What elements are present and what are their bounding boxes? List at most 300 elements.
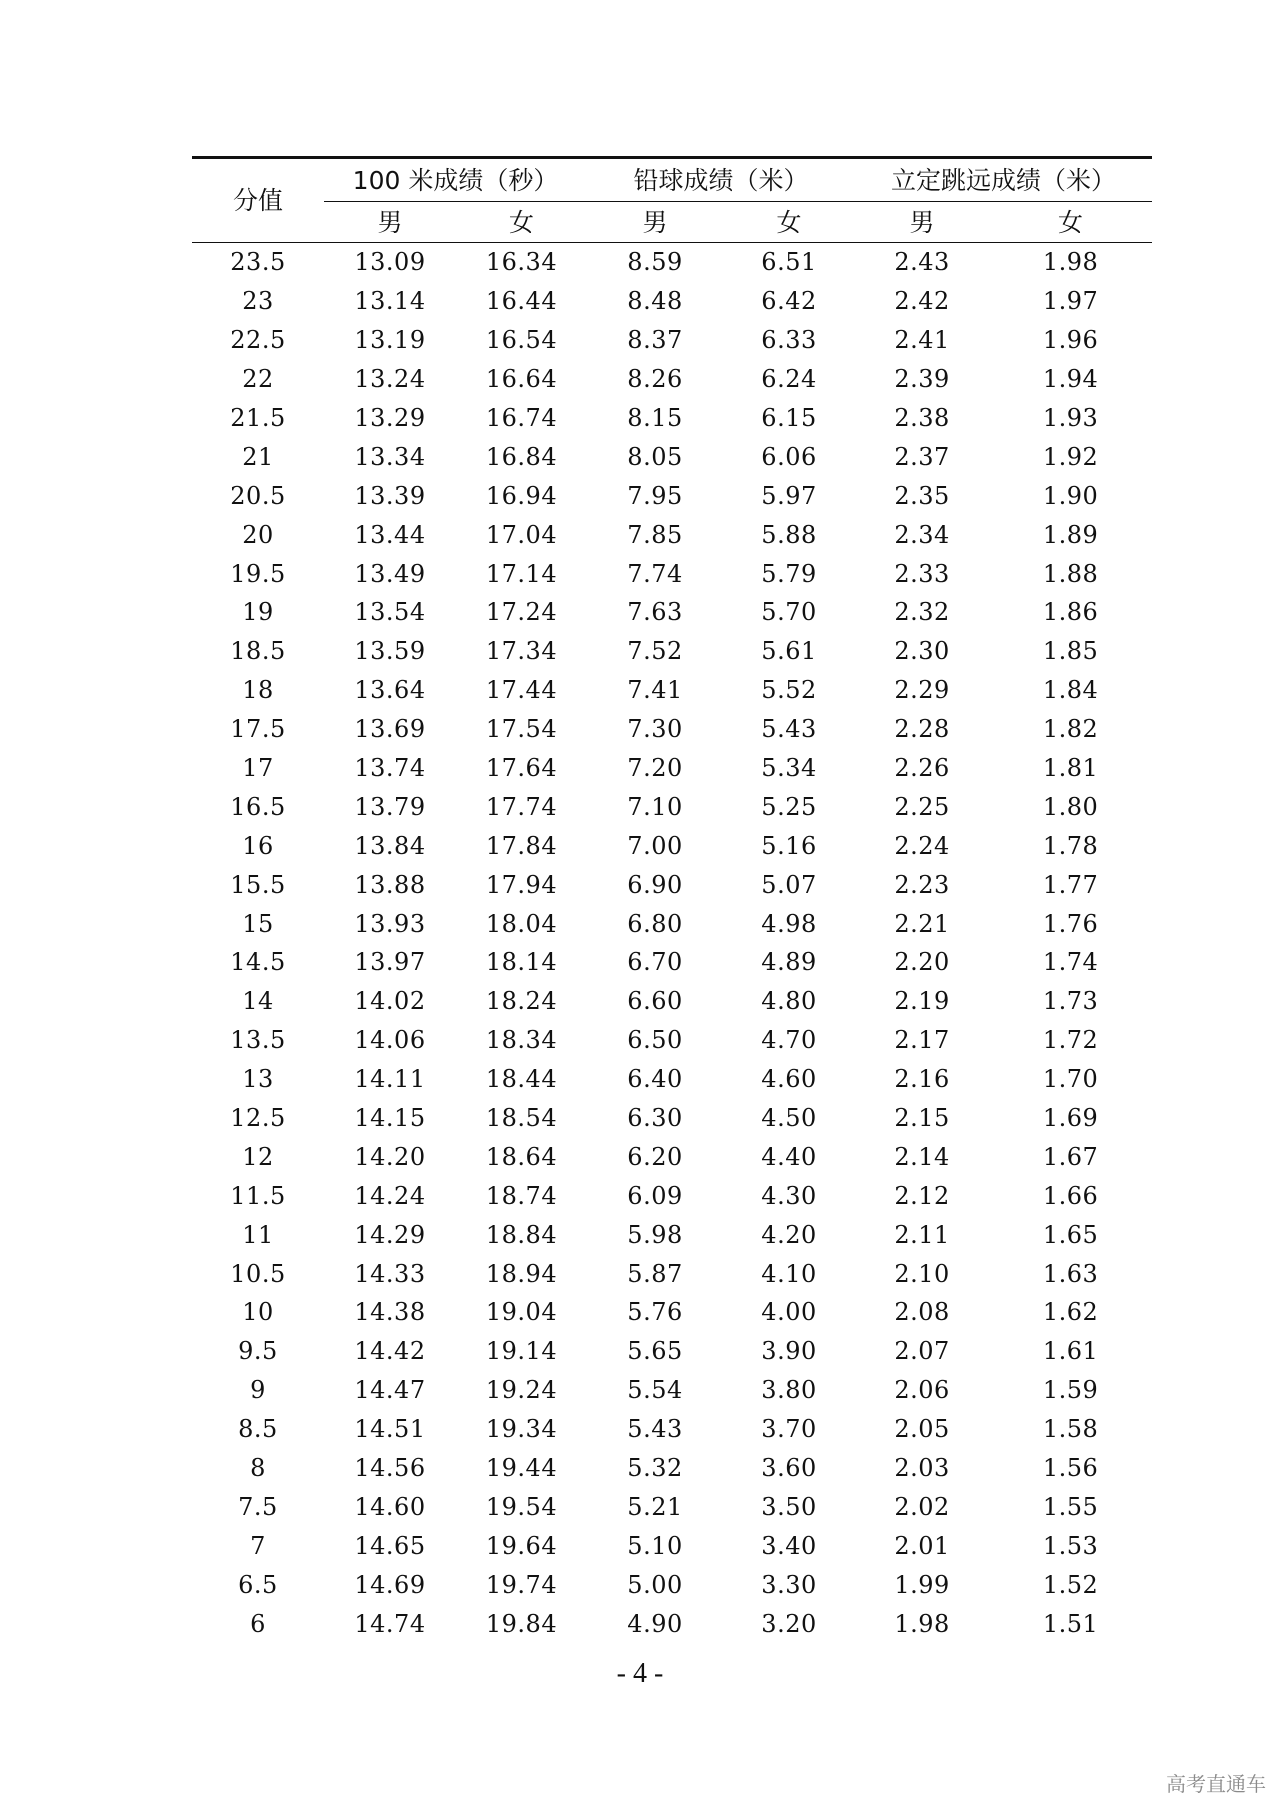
shot-male-cell: 7.52 [627,637,683,666]
score-cell: 20.5 [230,481,286,510]
table-row [192,321,1152,360]
shot-male-cell: 6.90 [627,870,683,899]
shot-male-cell: 7.30 [627,715,683,744]
jump-male-cell: 2.39 [894,365,950,394]
jump-male-cell: 2.17 [894,1026,950,1055]
jump-male-cell: 1.98 [894,1609,950,1638]
table-row [192,1137,1152,1176]
shot-female-cell: 3.30 [761,1570,817,1599]
score-cell: 23 [242,287,274,316]
sprint-female-cell: 19.54 [485,1492,558,1521]
shot-male-cell: 8.15 [627,404,683,432]
jump-male-cell: 2.11 [894,1220,950,1249]
table-row [192,1060,1152,1099]
jump-male-cell: 2.16 [894,1065,950,1094]
jump-male-cell: 2.32 [894,598,950,627]
sprint-female-cell: 16.84 [485,442,558,471]
jump-male-cell: 2.42 [894,287,950,316]
sprint-male-cell: 13.44 [354,520,426,549]
sprint-male-cell: 14.69 [354,1570,426,1599]
shot-male-cell: 6.60 [627,987,683,1016]
jump-female-cell: 1.90 [1042,481,1099,510]
sprint-male-cell: 14.47 [354,1376,426,1405]
sprint-male-cell: 13.49 [354,559,426,588]
sprint-male-cell: 14.06 [354,1026,426,1055]
sprint-female-cell: 17.04 [485,520,558,549]
shot-male-cell: 8.59 [627,248,683,277]
jump-female-cell: 1.62 [1042,1298,1099,1327]
shot-female-cell: 5.70 [761,598,817,627]
table-row [192,982,1152,1021]
sprint-male-cell: 13.74 [354,754,426,783]
jump-male-cell: 2.37 [894,442,950,471]
shot-female-cell: 6.24 [761,365,817,394]
shot-male-cell: 5.32 [627,1454,683,1483]
score-cell: 12 [242,1142,274,1171]
shot-male-cell: 5.10 [627,1531,683,1560]
sprint-female-cell: 19.34 [485,1415,558,1444]
score-cell: 19 [242,598,274,627]
jump-female-cell: 1.56 [1042,1454,1099,1483]
shot-male-cell: 5.21 [627,1492,683,1521]
shot-male-cell: 5.98 [627,1220,683,1249]
shot-female-cell: 5.34 [761,754,817,783]
shot-female-cell: 6.15 [761,404,817,432]
shot-male-cell: 7.74 [627,559,683,588]
shot-male-cell: 6.30 [627,1104,683,1133]
shot-male-cell: 7.85 [627,520,683,549]
table-row [192,826,1152,865]
jump-male-cell: 2.06 [894,1376,950,1405]
shot-female-header: 女 [723,202,855,243]
table-row [192,787,1152,826]
header-row-groups [192,158,1152,202]
shot-male-header: 男 [587,202,723,243]
shot-female-cell: 6.51 [761,248,817,277]
table-row [192,360,1152,399]
jump-female-cell: 1.78 [1042,831,1099,860]
jump-female-cell: 1.55 [1042,1492,1099,1521]
shot-female-cell: 4.30 [761,1181,817,1210]
table-row [192,749,1152,788]
shot-female-cell: 5.43 [761,715,817,744]
sprint-female-cell: 17.54 [485,715,558,744]
shot-male-cell: 7.20 [627,754,683,783]
shot-female-cell: 4.80 [761,987,817,1016]
standing-long-jump-header: 立定跳远成绩（米） [855,158,1152,202]
sprint-male-cell: 14.29 [354,1220,426,1249]
sprint-female-cell: 16.34 [485,248,558,277]
jump-female-cell: 1.52 [1042,1570,1099,1599]
score-table [192,156,1152,1643]
jump-male-cell: 2.20 [894,948,950,977]
shot-male-cell: 6.80 [627,909,683,938]
jump-male-cell: 2.41 [894,326,950,355]
table-row [192,1449,1152,1488]
score-cell: 13 [242,1065,274,1094]
score-cell: 7.5 [238,1492,278,1521]
jump-male-cell: 1.99 [894,1570,950,1599]
shot-male-cell: 8.26 [627,365,683,394]
sprint-male-cell: 13.09 [354,248,426,277]
jump-male-header: 男 [855,202,989,243]
jump-female-cell: 1.58 [1042,1415,1099,1444]
sprint-female-cell: 19.04 [485,1298,558,1327]
sprint-male-cell: 13.54 [354,598,426,627]
header-row-gender [192,202,1152,243]
jump-male-cell: 2.10 [894,1259,950,1288]
jump-male-cell: 2.23 [894,870,950,899]
shot-female-cell: 5.88 [761,520,817,549]
sprint-female-cell: 19.14 [485,1337,558,1366]
shot-male-cell: 8.37 [627,326,683,355]
jump-female-cell: 1.88 [1042,559,1099,588]
sprint-male-cell: 14.24 [354,1181,426,1210]
score-cell: 21.5 [230,404,286,432]
shot-male-cell: 5.43 [627,1415,683,1444]
score-cell: 17 [242,754,274,783]
shot-male-cell: 5.00 [627,1570,683,1599]
shot-female-cell: 3.40 [761,1531,817,1560]
sprint-male-cell: 13.24 [354,365,426,394]
shot-female-cell: 4.98 [761,909,817,938]
shot-female-cell: 5.16 [761,831,817,860]
table-row [192,243,1152,282]
score-cell: 14.5 [230,948,286,977]
shot-male-cell: 7.00 [627,831,683,860]
jump-female-cell: 1.89 [1042,520,1099,549]
jump-female-cell: 1.93 [1042,404,1099,432]
jump-female-cell: 1.74 [1042,948,1099,977]
jump-male-cell: 2.25 [894,792,950,821]
table-row [192,1021,1152,1060]
jump-female-cell: 1.77 [1042,870,1099,899]
jump-female-cell: 1.70 [1042,1065,1099,1094]
sprint-male-cell: 14.33 [354,1259,426,1288]
score-cell: 18.5 [230,637,286,666]
shot-female-cell: 5.07 [761,870,817,899]
shot-male-cell: 4.90 [627,1609,683,1638]
sprint-female-cell: 19.24 [485,1376,558,1405]
jump-male-cell: 2.28 [894,715,950,744]
sprint-female-cell: 16.54 [485,326,558,355]
sprint-male-cell: 13.93 [354,909,426,938]
table-row [192,904,1152,943]
score-cell: 12.5 [230,1104,286,1133]
table-row [192,710,1152,749]
sprint-male-cell: 14.60 [354,1492,426,1521]
score-cell: 9 [250,1376,266,1405]
table-row [192,1526,1152,1565]
sprint-female-cell: 17.24 [485,598,558,627]
jump-female-cell: 1.80 [1042,792,1099,821]
table-row [192,1332,1152,1371]
score-cell: 15.5 [230,870,286,899]
score-cell: 10.5 [230,1259,286,1288]
jump-female-cell: 1.81 [1042,754,1099,783]
shot-female-cell: 4.60 [761,1065,817,1094]
sprint-100m-header: 100 米成绩（秒） [324,158,587,202]
shot-female-cell: 3.70 [761,1415,817,1444]
sprint-female-cell: 19.64 [485,1531,558,1560]
score-cell: 13.5 [230,1026,286,1055]
score-cell: 11.5 [230,1181,286,1210]
score-cell: 16.5 [230,792,286,821]
sprint-male-cell: 14.65 [354,1531,426,1560]
shot-female-cell: 3.50 [761,1492,817,1521]
jump-male-cell: 2.12 [894,1181,950,1210]
score-header: 分值 [192,158,324,243]
score-cell: 11 [242,1220,274,1249]
sprint-female-cell: 17.84 [485,831,558,860]
score-cell: 10 [242,1298,274,1327]
sprint-male-cell: 14.38 [354,1298,426,1327]
shot-female-cell: 6.42 [761,287,817,316]
sprint-female-cell: 18.94 [485,1259,558,1288]
jump-male-cell: 2.21 [894,909,950,938]
sprint-male-cell: 13.39 [354,481,426,510]
jump-male-cell: 2.05 [894,1415,950,1444]
jump-female-cell: 1.73 [1042,987,1099,1016]
table-row [192,476,1152,515]
score-cell: 8 [250,1454,266,1483]
jump-female-cell: 1.69 [1042,1104,1099,1133]
score-cell: 9.5 [238,1337,278,1366]
jump-female-cell: 1.85 [1042,637,1099,666]
shot-female-cell: 3.80 [761,1376,817,1405]
shot-female-cell: 5.25 [761,792,817,821]
jump-male-cell: 2.01 [894,1531,950,1560]
score-cell: 16 [242,831,274,860]
sprint-male-cell: 13.29 [354,404,426,432]
shot-male-cell: 7.10 [627,792,683,821]
jump-male-cell: 2.14 [894,1142,950,1171]
shot-female-cell: 3.90 [761,1337,817,1366]
sprint-female-cell: 18.64 [485,1142,558,1171]
jump-male-cell: 2.38 [894,404,950,432]
score-cell: 6.5 [238,1570,278,1599]
sprint-male-cell: 14.56 [354,1454,426,1483]
jump-female-cell: 1.67 [1042,1142,1099,1171]
jump-male-cell: 2.15 [894,1104,950,1133]
jump-female-header: 女 [989,202,1152,243]
jump-female-cell: 1.96 [1042,326,1099,355]
shot-female-cell: 4.10 [761,1259,817,1288]
sprint-male-cell: 13.97 [354,948,426,977]
shot-female-cell: 3.60 [761,1454,817,1483]
sprint-male-cell: 14.15 [354,1104,426,1133]
sprint-female-cell: 17.64 [485,754,558,783]
shot-female-cell: 5.61 [761,637,817,666]
shot-male-cell: 8.05 [627,442,683,471]
shot-female-cell: 6.33 [761,326,817,355]
watermark: 高考直通车 [1166,1772,1266,1796]
score-cell: 22 [242,365,274,394]
shot-female-cell: 5.79 [761,559,817,588]
shot-male-cell: 5.65 [627,1337,683,1366]
shot-male-cell: 5.54 [627,1376,683,1405]
table-row [192,1215,1152,1254]
shot-female-cell: 4.20 [761,1220,817,1249]
score-cell: 15 [242,909,274,938]
table-row [192,1293,1152,1332]
shot-male-cell: 6.70 [627,948,683,977]
jump-female-cell: 1.82 [1042,715,1099,744]
sprint-female-cell: 17.74 [485,792,558,821]
table-row [192,593,1152,632]
shot-female-cell: 6.06 [761,442,817,471]
sprint-male-cell: 13.84 [354,831,426,860]
table-row [192,1604,1152,1643]
sprint-male-header: 男 [324,202,456,243]
sprint-female-cell: 16.74 [485,404,558,432]
jump-female-cell: 1.61 [1042,1337,1099,1366]
sprint-male-cell: 13.14 [354,287,426,316]
sprint-male-cell: 14.51 [354,1415,426,1444]
sprint-female-cell: 18.24 [485,987,558,1016]
score-cell: 19.5 [230,559,286,588]
jump-male-cell: 2.35 [894,481,950,510]
jump-female-cell: 1.98 [1042,248,1099,277]
sprint-male-cell: 14.42 [354,1337,426,1366]
jump-male-cell: 2.34 [894,520,950,549]
shot-female-cell: 4.89 [761,948,817,977]
jump-male-cell: 2.03 [894,1454,950,1483]
table-row [192,1371,1152,1410]
jump-female-cell: 1.97 [1042,287,1099,316]
table-row [192,1488,1152,1527]
sprint-male-cell: 13.64 [354,676,426,705]
jump-female-cell: 1.51 [1042,1609,1099,1638]
jump-female-cell: 1.59 [1042,1376,1099,1405]
sprint-male-cell: 14.20 [354,1142,426,1171]
score-cell: 17.5 [230,715,286,744]
jump-male-cell: 2.29 [894,676,950,705]
sprint-female-cell: 16.94 [485,481,558,510]
sprint-female-cell: 18.84 [485,1220,558,1249]
jump-male-cell: 2.43 [894,248,950,277]
sprint-female-cell: 18.04 [485,909,558,938]
sprint-female-cell: 16.64 [485,365,558,394]
sprint-female-cell: 18.14 [485,948,558,977]
jump-female-cell: 1.84 [1042,676,1099,705]
jump-male-cell: 2.24 [894,831,950,860]
score-cell: 7 [250,1531,266,1560]
table-row [192,1410,1152,1449]
score-cell: 22.5 [230,326,286,355]
shot-female-cell: 3.20 [761,1609,817,1638]
table-row [192,943,1152,982]
shot-female-cell: 4.50 [761,1104,817,1133]
jump-male-cell: 2.08 [894,1298,950,1327]
jump-male-cell: 2.02 [894,1492,950,1521]
jump-female-cell: 1.76 [1042,909,1099,938]
page-number: - 4 - [616,1658,664,1689]
score-cell: 23.5 [230,248,286,277]
sprint-male-cell: 13.59 [354,637,426,666]
shot-male-cell: 6.40 [627,1065,683,1094]
sprint-male-cell: 13.34 [354,442,426,471]
sprint-female-cell: 17.44 [485,676,558,705]
score-cell: 6 [250,1609,266,1638]
shot-male-cell: 6.50 [627,1026,683,1055]
shot-male-cell: 8.48 [627,287,683,316]
table-row [192,554,1152,593]
score-cell: 18 [242,676,274,705]
sprint-male-cell: 14.11 [354,1065,426,1094]
jump-female-cell: 1.53 [1042,1531,1099,1560]
table-row [192,1176,1152,1215]
jump-female-cell: 1.63 [1042,1259,1099,1288]
table-row [192,671,1152,710]
shot-female-cell: 5.97 [761,481,817,510]
table-row [192,282,1152,321]
sprint-female-cell: 18.54 [485,1104,558,1133]
shot-male-cell: 6.09 [627,1181,683,1210]
shot-female-cell: 4.00 [761,1298,817,1327]
sprint-male-cell: 14.02 [354,987,426,1016]
score-cell: 8.5 [238,1415,278,1444]
shot-male-cell: 7.95 [627,481,683,510]
table-row [192,1565,1152,1604]
sprint-female-cell: 16.44 [485,287,558,316]
shot-male-cell: 7.63 [627,598,683,627]
table-row [192,632,1152,671]
score-cell: 20 [242,520,274,549]
sprint-male-cell: 13.79 [354,792,426,821]
sprint-female-cell: 17.14 [485,559,558,588]
jump-female-cell: 1.72 [1042,1026,1099,1055]
sprint-female-cell: 17.34 [485,637,558,666]
jump-female-cell: 1.86 [1042,598,1099,627]
sprint-female-cell: 19.84 [485,1609,558,1638]
jump-female-cell: 1.94 [1042,365,1099,394]
table-row [192,515,1152,554]
table-row [192,437,1152,476]
jump-male-cell: 2.30 [894,637,950,666]
jump-female-cell: 1.66 [1042,1181,1099,1210]
shot-male-cell: 5.87 [627,1259,683,1288]
sprint-male-cell: 13.19 [354,326,426,355]
score-table-body [192,243,1152,1644]
shot-female-cell: 4.70 [761,1026,817,1055]
shot-female-cell: 5.52 [761,676,817,705]
jump-male-cell: 2.26 [894,754,950,783]
shot-female-cell: 4.40 [761,1142,817,1171]
shot-male-cell: 7.41 [627,676,683,705]
sprint-female-cell: 18.44 [485,1065,558,1094]
sprint-male-cell: 13.69 [354,715,426,744]
sprint-female-cell: 18.74 [485,1181,558,1210]
score-cell: 21 [242,442,274,471]
sprint-female-cell: 18.34 [485,1026,558,1055]
jump-female-cell: 1.92 [1042,442,1099,471]
sprint-female-cell: 19.74 [485,1570,558,1599]
shot-male-cell: 6.20 [627,1142,683,1171]
sprint-female-cell: 19.44 [485,1454,558,1483]
jump-male-cell: 2.19 [894,987,950,1016]
shot-male-cell: 5.76 [627,1298,683,1327]
sprint-male-cell: 14.74 [354,1609,426,1638]
sprint-female-cell: 17.94 [485,870,558,899]
sprint-male-cell: 13.88 [354,870,426,899]
score-cell: 14 [242,987,274,1016]
sprint-female-header: 女 [456,202,587,243]
table-row [192,865,1152,904]
jump-male-cell: 2.07 [894,1337,950,1366]
table-row [192,399,1152,438]
table-row [192,1254,1152,1293]
